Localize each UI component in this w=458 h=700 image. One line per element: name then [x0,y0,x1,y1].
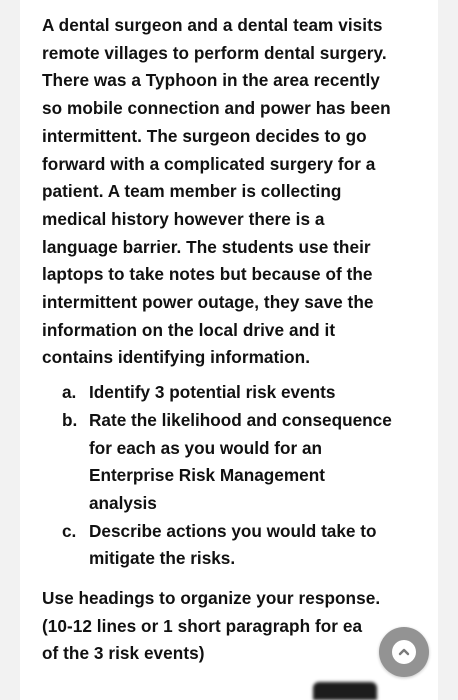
response-instructions [42,585,416,668]
list-marker: c. [62,520,77,541]
task-line: Describe actions you would take to [89,520,377,541]
task-line: mitigate the risks. [89,548,236,569]
intro-line: so mobile connection and power has been [42,98,391,119]
task-line: analysis [89,492,157,513]
list-marker: b. [62,409,78,430]
list-marker: a. [62,382,77,403]
intro-line: intermittent power outage, they save the [42,292,374,313]
intro-line: contains identifying information. [42,347,311,368]
footer-line: of the 3 risk events) [42,643,205,664]
task-list [42,379,416,573]
question-intro [42,12,416,372]
task-item-c [42,518,416,573]
task-line: for each as you would for an [89,437,323,458]
intro-line: forward with a complicated surgery for a [42,153,376,174]
intro-line: medical history however there is a [42,208,325,229]
task-item-a [42,379,416,407]
footer-line: (10-12 lines or 1 short paragraph for ea [42,615,363,636]
footer-line: Use headings to organize your response. [42,588,381,609]
intro-line: information on the local drive and it [42,319,336,340]
intro-line: laptops to take notes but because of the [42,264,373,285]
intro-line: intermittent. The surgeon decides to go [42,125,367,146]
intro-line: A dental surgeon and a dental team visits [42,15,383,35]
task-line: Identify 3 potential risk events [89,382,336,403]
task-line: Enterprise Risk Management [89,465,325,486]
blurred-content [313,682,377,700]
intro-line: remote villages to perform dental surgery. [42,42,387,63]
intro-line: patient. A team member is collecting [42,181,342,202]
task-line: Rate the likelihood and consequence [89,409,392,430]
task-item-b [42,407,416,518]
chevron-up-icon [392,640,416,664]
scroll-to-top-button[interactable] [379,627,429,677]
intro-line: language barrier. The students use their [42,236,371,257]
intro-line: There was a Typhoon in the area recently [42,70,380,91]
question-card [20,0,438,700]
